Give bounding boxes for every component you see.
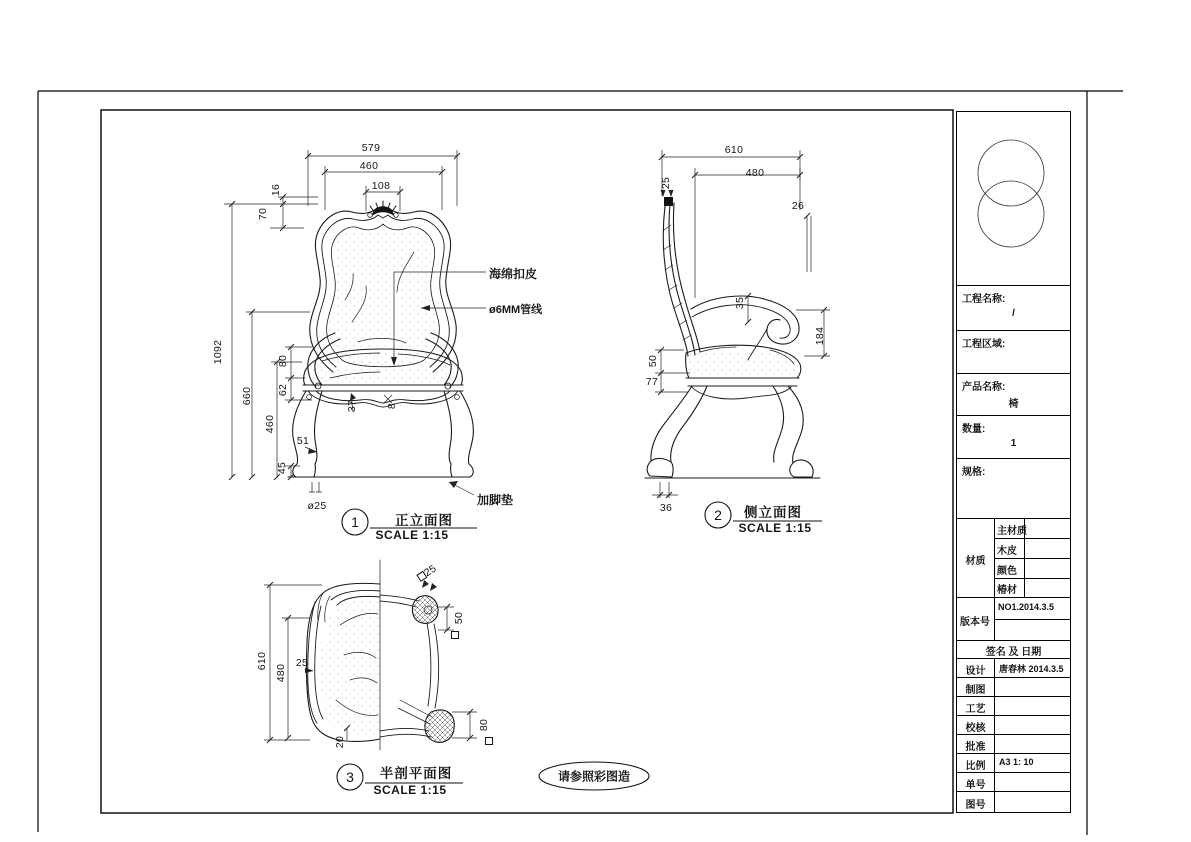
dimension-ticks	[229, 153, 827, 743]
dim-seat-height: 460	[264, 414, 276, 434]
dim-foot-h: 45	[276, 461, 288, 475]
dim-arm-inset: 26	[791, 200, 805, 212]
sign-row-value: 唐春林 2014.3.5	[999, 664, 1064, 674]
view2-number: 2	[714, 507, 722, 523]
product-name-label: 产品名称:	[962, 382, 1006, 393]
side-view-chair	[645, 197, 820, 478]
dim-crown-drop: 70	[257, 207, 269, 221]
version-label: 版本号	[960, 617, 990, 628]
dim-rail-side: 77	[645, 376, 659, 388]
quantity-value: 1	[1010, 438, 1017, 449]
dim-rail-thk: 62	[277, 383, 289, 397]
view1-scale: SCALE 1:15	[375, 528, 449, 542]
sign-row-label: 图号	[965, 800, 986, 811]
dim-apron-c: 8	[386, 402, 398, 410]
sign-header-cell	[957, 641, 1070, 659]
square-symbol	[485, 737, 493, 745]
dim-plan-corner-sq: 25	[415, 562, 439, 583]
title-block	[956, 111, 1071, 813]
sign-row-label: 批准	[965, 742, 986, 753]
view3-number: 3	[346, 769, 354, 785]
material-row-label: 颜色	[997, 566, 1017, 577]
dim-plan-front-sq: 80	[478, 718, 490, 732]
view-title-marks	[337, 502, 822, 790]
sign-row	[957, 716, 1070, 735]
sign-row	[957, 697, 1070, 716]
dim-plan-arm-w: 25	[295, 657, 309, 669]
view3-scale: SCALE 1:15	[373, 783, 447, 797]
project-area-cell	[957, 331, 1070, 374]
sign-row	[957, 678, 1070, 697]
view1-title: 正立面图	[395, 513, 453, 528]
dim-overall-width: 579	[361, 142, 381, 154]
sign-row-label: 工艺	[965, 704, 986, 715]
product-name-cell	[957, 374, 1070, 416]
project-name-value: /	[1012, 308, 1015, 319]
view3-title: 半剖平面图	[379, 766, 453, 781]
sign-row	[957, 792, 1070, 812]
front-view-chair	[288, 201, 473, 477]
dim-top-gap: 16	[270, 183, 282, 197]
callout-piping: ø6MM管线	[489, 304, 543, 316]
material-label: 材质	[965, 556, 986, 567]
dim-foot-w: 36	[659, 502, 673, 514]
dim-seat-depth: 480	[745, 167, 765, 179]
sign-row-value: A3 1: 10	[999, 757, 1034, 767]
project-name-label: 工程名称:	[962, 294, 1006, 305]
material-row-label: 椿材	[997, 585, 1017, 596]
sign-row	[957, 735, 1070, 754]
sign-row	[957, 773, 1070, 792]
dim-crown-width: 108	[371, 180, 391, 192]
material-row-label: 木皮	[997, 546, 1017, 557]
view2-title: 侧立面图	[744, 505, 802, 520]
callout-foot-pad: 加脚垫	[477, 493, 514, 507]
view1-number: 1	[351, 514, 359, 530]
dim-plan-mid-sq: 50	[453, 611, 465, 625]
square-symbol	[451, 631, 459, 639]
dim-arm-thk: 35	[734, 296, 746, 310]
material-cell	[957, 519, 1070, 598]
sign-row-label: 制图	[965, 685, 986, 696]
inner-frame	[101, 110, 953, 813]
dim-leg-w: 51	[296, 435, 310, 447]
dim-arm-height: 660	[241, 386, 253, 406]
logo-cell	[957, 112, 1070, 286]
dim-cushion-thk: 80	[277, 354, 289, 368]
product-name-value: 椅	[1008, 399, 1019, 410]
reference-note: 请参照彩图造	[557, 769, 631, 784]
dim-plan-depth: 610	[256, 651, 268, 671]
dim-back-gap: 50	[647, 354, 659, 368]
dim-back-width: 460	[359, 160, 379, 172]
spec-cell	[957, 459, 1070, 519]
sign-row-label: 单号	[965, 780, 986, 791]
material-row-label: 主材质	[997, 526, 1027, 537]
dim-overall-depth: 610	[724, 144, 744, 156]
sign-row-label: 比例	[965, 761, 986, 772]
version-value: NO1.2014.3.5	[998, 602, 1055, 612]
view2-scale: SCALE 1:15	[738, 521, 812, 535]
quantity-label: 数量:	[962, 424, 986, 435]
dim-plan-inner-depth: 480	[275, 663, 287, 683]
sign-row	[957, 754, 1070, 773]
project-area-label: 工程区域:	[962, 339, 1006, 350]
sign-header: 签名 及 日期	[985, 647, 1042, 658]
spec-label: 规格:	[962, 467, 986, 478]
quantity-cell	[957, 416, 1070, 459]
dim-arm-to-seat: 184	[814, 326, 826, 346]
dim-back-thk: 25	[660, 176, 672, 190]
sign-row	[957, 659, 1070, 678]
version-cell	[957, 598, 1070, 641]
dim-overall-height: 1092	[212, 339, 224, 365]
sign-row-label: 校核	[965, 723, 986, 734]
sign-row-label: 设计	[965, 666, 986, 677]
dim-apron-l: 37	[346, 399, 358, 413]
project-name-cell	[957, 286, 1070, 331]
dim-pad-dia: ø25	[307, 500, 327, 512]
dim-plan-front-edge: 20	[334, 735, 346, 749]
callout-upholstery: 海绵扣皮	[489, 267, 538, 281]
